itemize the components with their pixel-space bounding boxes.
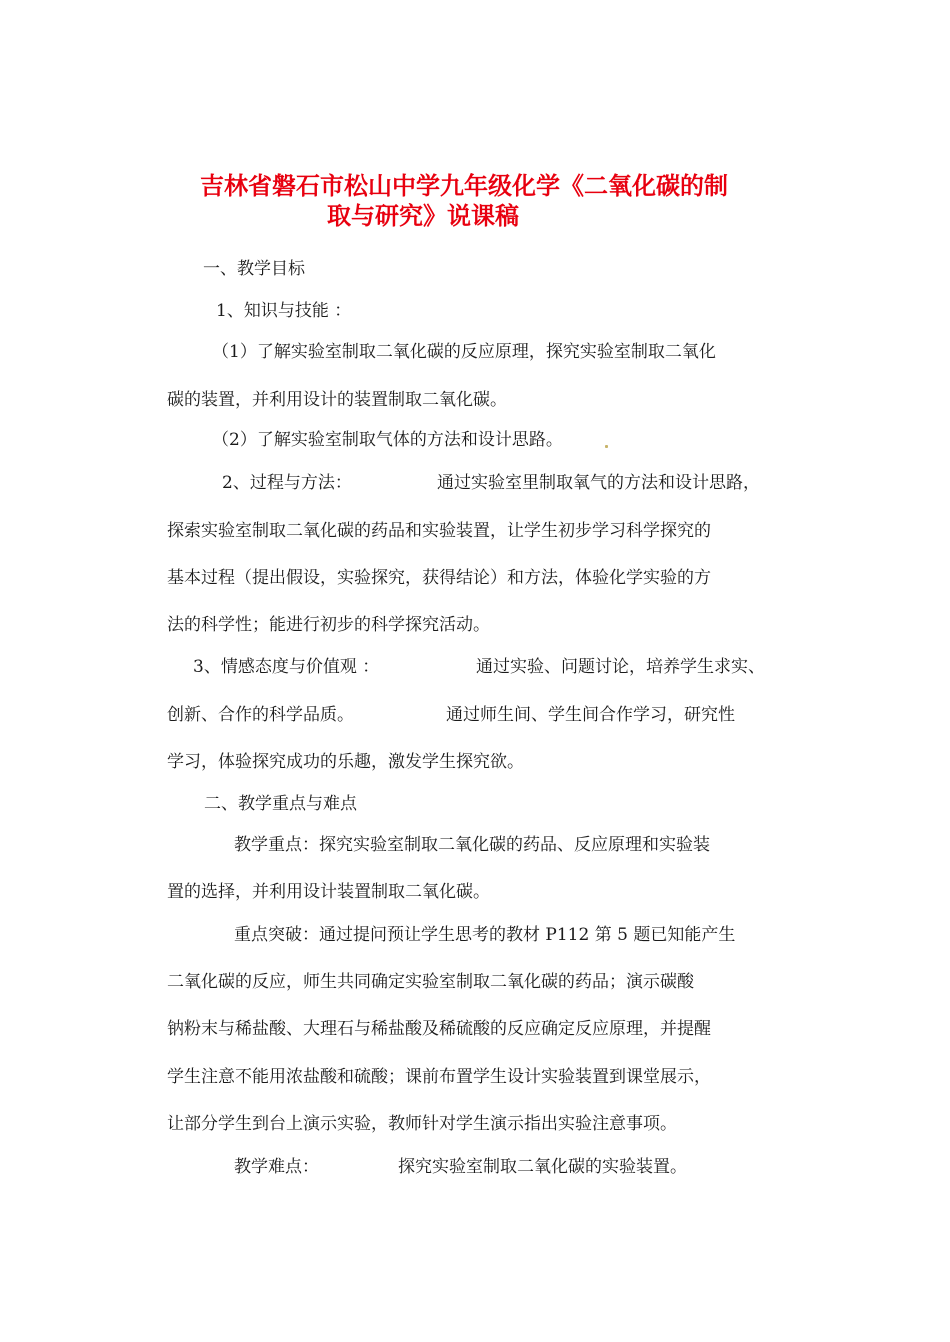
paragraph-line: （2）了解实验室制取气体的方法和设计思路。 bbox=[212, 430, 563, 450]
subheading-difficulty: 教学难点： bbox=[234, 1157, 319, 1177]
paragraph-line: 碳的装置，并利用设计的装置制取二氧化碳。 bbox=[167, 390, 507, 410]
paragraph-line: 通过实验、问题讨论，培养学生求实、 bbox=[476, 657, 765, 677]
paragraph-line: 通过师生间、学生间合作学习，研究性 bbox=[446, 705, 735, 725]
paragraph-line: 法的科学性；能进行初步的科学探究活动。 bbox=[167, 615, 490, 635]
paragraph-line: 学习，体验探究成功的乐趣，激发学生探究欲。 bbox=[167, 752, 524, 772]
paragraph-line: 让部分学生到台上演示实验，教师针对学生演示指出实验注意事项。 bbox=[167, 1114, 677, 1134]
section-heading-objectives: 一、教学目标 bbox=[203, 259, 305, 279]
paragraph-line: 置的选择，并利用设计装置制取二氧化碳。 bbox=[167, 882, 490, 902]
subheading-knowledge-skills: 1、知识与技能 ： bbox=[216, 301, 352, 321]
paragraph-line: 基本过程（提出假设，实验探究，获得结论）和方法，体验化学实验的方 bbox=[167, 568, 711, 588]
paragraph-line: 通过实验室里制取氧气的方法和设计思路， bbox=[437, 473, 760, 493]
paragraph-line: （1）了解实验室制取二氧化碳的反应原理，探究实验室制取二氧化 bbox=[212, 342, 716, 362]
document-title-line-1: 吉林省磐石市松山中学九年级化学《二氧化碳的制 bbox=[200, 172, 728, 200]
paragraph-line: 重点突破：通过提问预让学生思考的教材 P112 第 5 题已知能产生 bbox=[234, 925, 736, 945]
paragraph-line: 学生注意不能用浓盐酸和硫酸；课前布置学生设计实验装置到课堂展示， bbox=[167, 1067, 711, 1087]
paragraph-line: 二氧化碳的反应，师生共同确定实验室制取二氧化碳的药品；演示碳酸 bbox=[167, 972, 694, 992]
paragraph-line: 创新、合作的科学品质。 bbox=[167, 705, 354, 725]
document-title-line-2: 取与研究》说课稿 bbox=[327, 202, 519, 230]
paragraph-line: 探索实验室制取二氧化碳的药品和实验装置，让学生初步学习科学探究的 bbox=[167, 521, 711, 541]
subheading-process-methods: 2、过程与方法： bbox=[222, 473, 352, 493]
paragraph-line: 教学重点：探究实验室制取二氧化碳的药品、反应原理和实验装 bbox=[234, 835, 710, 855]
section-heading-key-points: 二、教学重点与难点 bbox=[204, 794, 357, 814]
subheading-attitudes-values: 3、情感态度与价值观 ： bbox=[193, 657, 380, 677]
paragraph-line: 钠粉末与稀盐酸、大理石与稀盐酸及稀硫酸的反应确定反应原理，并提醒 bbox=[167, 1019, 711, 1039]
artifact-dot bbox=[605, 445, 608, 448]
paragraph-line: 探究实验室制取二氧化碳的实验装置。 bbox=[398, 1157, 687, 1177]
